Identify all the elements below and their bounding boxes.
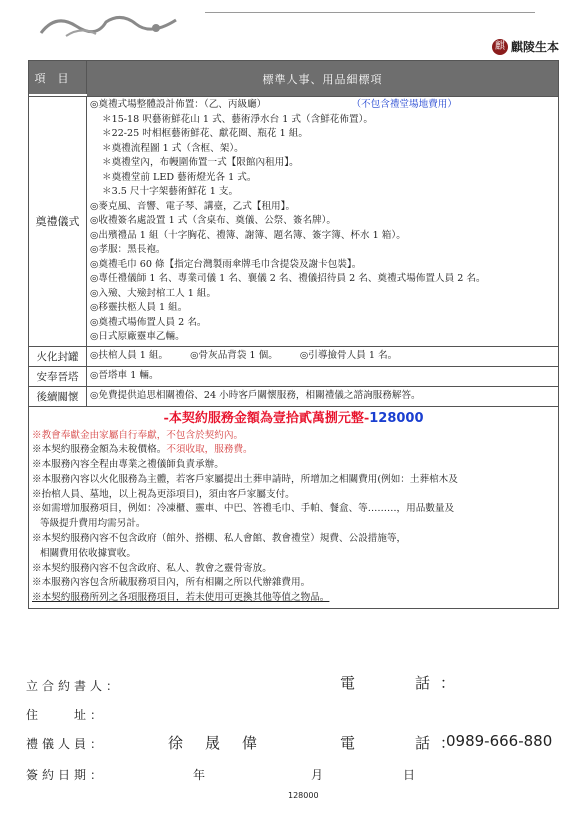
terms-note: 相關費用依收據實收。 [40,547,136,559]
cremation-item: ◎扶棺人員 1 組。 [90,349,169,361]
ceremony-item-note: （不包含禮堂場地費用） [356,99,457,110]
terms-note: ※本服務內容以火化服務為主體，若客戶家屬提出土葬申請時，所增加之相關費用(例如：土葬棺木及 [32,473,458,485]
ceremony-item: ◎收禮簽名處設置 1 式（含桌布、奠儀、公祭、簽名牌）。 [90,215,337,226]
table-row [29,96,558,346]
date-label: 簽約日期： [26,768,107,782]
terms-note: ※本契約服務內容不包含政府（館外、搭棚、私人會館、教會禮堂）規費、公設措施等， [32,533,407,545]
followup-text: ◎免費提供追思相關禮俗、24 小時客戶關懷服務，相關禮儀之諮詢服務解答。 [90,389,421,401]
ceremony-label: 奠禮儀式 [29,97,87,346]
ceremony-item: ＊奠禮流程圖 1 式（含框、架）。 [102,142,244,154]
amount-text: -本契約服務金額為壹拾貳萬捌元整- [163,410,370,426]
ceremony-item: ＊3.5 尺十字架藝術鮮花 1 支。 [102,186,239,197]
terms-notes [32,429,555,607]
officiant-label: 禮儀人員： [26,737,107,751]
ceremony-item: ◎孝服：黑長袍。 [90,244,166,255]
decorative-swirl-logo [36,8,206,42]
terms-note: ※抬棺人員、墓地，以上視為更添項目)，須由客戶家屬支付。 [32,488,295,500]
terms-note: ※本契約服務所列之各項服務項目，若未使用可更換其他等值之物品。 [32,592,330,604]
ceremony-item: ◎日式原廠靈車乙輛。 [90,331,185,342]
terms-note: ※本服務內容包含所載服務項目內，所有相關之所以代辦雜費用。 [32,577,311,589]
ceremony-items [87,97,558,346]
ceremony-item: ◎入殮、大殮封棺工人 1 組。 [90,287,217,299]
table-row [29,346,558,366]
ceremony-item: ＊奠禮堂前 LED 藝術燈光各 1 式。 [102,171,257,183]
day-label: 日 [403,768,420,782]
ceremony-item: ◎專任禮儀師 1 名、專業司儀 1 名、襄儀 2 名、禮儀招待員 2 名、奠禮式場佈置人員 2 名。 [90,273,486,284]
ceremony-item: ◎奠禮式場佈置人員 2 名。 [90,316,207,328]
ceremony-item: ＊15-18 呎藝術鮮花山 1 式、藝術淨水台 1 式（含鮮花佈置）。 [102,113,373,125]
header-title: 標準人事、用品細標項 [87,61,558,96]
cremation-items [87,347,558,365]
terms-note: ※本契約服務金額為未稅價格。不須收取，服務費。 [32,444,253,456]
header-item-label: 項目 [34,71,81,85]
cremation-item: ◎引導撿骨人員 1 名。 [299,349,398,361]
terms-block [29,406,558,609]
ceremony-item: ◎移靈扶柩人員 1 組。 [90,302,188,313]
ceremony-item: ◎奠禮式場整體設計佈置：（乙、丙級廳） （不包含禮堂場地費用） [90,99,457,110]
terms-note: 等級提升費用均需另計。 [40,518,146,530]
interment-label: 安奉晉塔 [29,367,87,386]
cremation-label: 火化封罐 [29,347,87,366]
cremation-item: ◎骨灰品背袋 1 個。 [190,349,278,361]
address-label: 住 址： [26,708,107,722]
officiant-name: 徐晟偉 [168,734,280,752]
ceremony-item: ◎奠禮毛巾 60 條【指定台灣製雨傘牌毛巾含提袋及謝卡包裝】。 [90,258,362,270]
phone2-label: 電 話： [340,734,466,752]
followup-label: 後續關懷 [29,387,87,406]
interment-text: ◎晉塔車 1 輛。 [90,369,159,381]
ceremony-item: ＊奠禮堂內，布幔圍佈置一式【限館內租用】。 [102,157,299,168]
phone-number: 0989-666-880 [446,732,553,750]
table-row [29,366,558,386]
table-row [29,386,558,406]
brand-name: 麒陵生本 [510,40,559,54]
month-label: 月 [311,768,328,782]
ceremony-item: ◎麥克風、音響、電子琴、講臺，乙式【租用】。 [90,200,296,212]
contract-amount [32,409,555,429]
table-header [29,61,558,96]
terms-note: ※如需增加服務項目，例如：冷凍櫃、靈車、中巴、答禮毛巾、手帕、餐盒、等………，用品數量及 [32,503,455,515]
year-label: 年 [193,768,210,782]
footer-code: 128000 [288,791,319,800]
ceremony-item: ＊22-25 吋相框藝術鮮花、獻花圈、瓶花 1 組。 [102,128,309,139]
terms-note: ※本服務內容全程由專業之禮儀師負責承辦。 [32,459,224,471]
brand-logo-icon: 麒 [492,39,508,55]
amount-number: 128000 [369,410,424,426]
terms-note: ※教會奉獻金由家屬自行奉獻，不包含於契約內。 [32,429,244,441]
service-table [28,60,559,609]
signer-label: 立合約書人： [26,679,123,693]
header-divider [205,12,535,13]
ceremony-item: ◎出殯禮品 1 組（十字胸花、禮簿、謝簿、題名簿、簽字簿、杯水 1 箱）。 [90,229,406,241]
brand [492,38,559,55]
terms-note-highlight: 不須收取，服務費。 [166,444,253,456]
phone-label: 電 話： [340,674,466,692]
terms-note: ※本契約服務內容不包含政府、私人、教會之靈骨寄放。 [32,562,272,574]
